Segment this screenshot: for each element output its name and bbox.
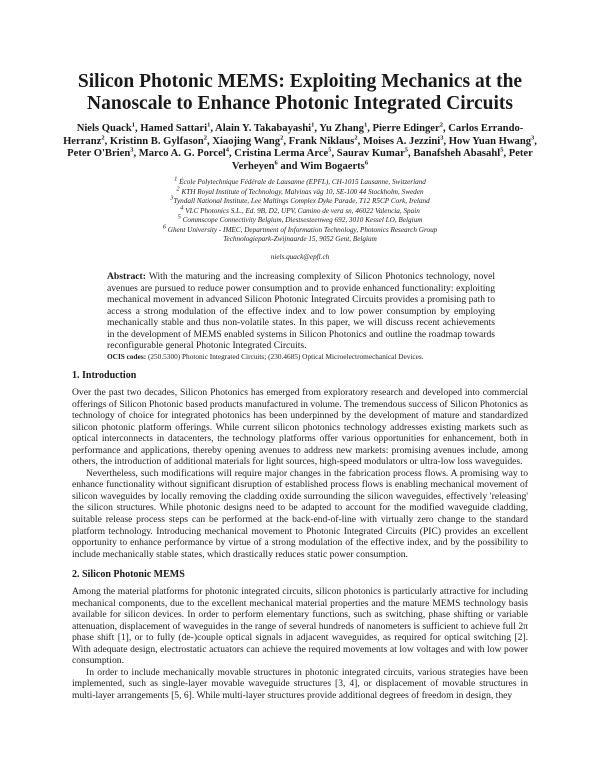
paper-title (60, 71, 540, 115)
author-affil-sup: 4 (225, 146, 229, 154)
affiliation-sup: 3 (170, 194, 174, 202)
author-name: Carlos Errando- (448, 123, 524, 134)
author-affil-sup: 5 (404, 146, 409, 154)
paragraph: Nevertheless, such modifications will require major changes in the fabrication process flows. A promising way to enhance functionality without significant disruption of established process flows is enabling mechanical movement of silicon waveguides by locally removing the cladding oxide surrounding the silicon waveguides, effectively 'releasing' the silicon structures. While photonic designs need to be adapted to account for the modified waveguide cladding, suitable release process steps can be performed at the back-end-of-line with virtually zero change to the standard platform technology. Introducing mechanical movement to Photonic Integrated Circuits (PIC) provides an excellent opportunity to enhance performance by virtue of a strong modulation of the effective index, and by the possibility to include mechanically stable states, which drastically reduces static power consumption. (72, 467, 528, 560)
author-name: Kristinn B. Gylfason (109, 135, 204, 147)
author-conjunction: and (280, 160, 298, 172)
author-line: Peter O'Brien$^3$, Marco A. G. Porcel$^4$, Cristina Lerma Arce$^5$, Saurav Kumar$^5$, Banafsheh Abasahl$^5$, Peter (67, 146, 533, 160)
abstract-text: With the maturing and the increasing complexity of Silicon Photonics technology, novel avenues are pursued to reduce power consumption and to provide enhanced functionality: exploiting mechanical movement in advanced Silicon Photonic Integrated Circuits provides a promising path to access a strong modulation of the effective index and to low power consumption by employing mechanically stable and thus non-volatile states. In this paper, we will discuss recent achievements in the development of MEMS enabled systems in Silicon Photonics and outline the roadmap towards reconfigurable general Photonic Integrated Circuits. (107, 271, 496, 352)
affiliation-line (80, 235, 520, 245)
author-affil-sup: 3 (440, 134, 444, 142)
author-name: Verheyen (231, 160, 275, 172)
section-heading-silicon-photonic-mems: 2. Silicon Photonic MEMS (72, 569, 185, 580)
affiliation-text: Technologiepark-Zwijnaarde 15, 9052 Gent, Belgium (223, 235, 377, 243)
affiliation-text: Commscope Connectivity Belgium, Diestsesteenweg 692, 3010 Kessel LO, Belgium (182, 216, 423, 224)
affiliation-sup: 1 (174, 175, 178, 183)
affiliation-line (80, 223, 520, 236)
author-list (62, 123, 538, 173)
affiliation-line (80, 175, 520, 188)
affiliation-line (80, 194, 520, 207)
affiliation-text: Tyndall National Institute, Lee Maltings Complex Dyke Parade, T12 R5CP Cork, Ireland (173, 197, 430, 205)
affiliation-sup: 5 (177, 213, 181, 221)
paragraph: In order to include mechanically movable structures in photonic integrated circuits, various strategies have been implemented, such as single-layer movable waveguide structures [3, 4], or displacement of movable structures in multi-layer arrangements [5, 6]. While multi-layer structures provide additional degrees of freedom in design, they (72, 666, 528, 701)
affiliation-sup: 2 (176, 185, 180, 193)
author-affil-sup: 3 (130, 146, 134, 154)
author-affil-sup: 1 (207, 121, 211, 129)
author-affil-sup: 1 (311, 121, 315, 129)
affiliation-text: KTH Royal Institute of Technology, Malvinas väg 10, SE-100 44 Stockholm, Sweden (181, 187, 424, 196)
author-name: Peter O'Brien (67, 148, 131, 160)
author-name: Hamed Sattari (140, 123, 208, 134)
author-name: Marco A. G. Porcel (138, 148, 226, 160)
author-affil-sup: 1 (131, 121, 135, 129)
ocis-codes (107, 352, 495, 362)
ocis-text: (250.5300) Photonic Integrated Circuits; (230.4685) Optical Microelectromechanical Devices. (147, 351, 424, 361)
author-name: Moises A. Jezzini (362, 135, 441, 147)
author-affil-sup: 6 (274, 159, 278, 167)
author-name: Herranz (63, 135, 102, 147)
abstract-block (107, 271, 495, 362)
author-affil-sup: 2 (203, 134, 207, 142)
author-name: Pierre Edinger (372, 123, 440, 134)
affiliation-line (80, 204, 520, 217)
ocis-label: OCIS codes: (107, 351, 147, 361)
section-heading-introduction: 1. Introduction (72, 370, 137, 381)
affiliation-line (80, 213, 520, 226)
author-name: Xiaojing Wang (212, 135, 281, 147)
author-name: Niels Quack (76, 123, 132, 134)
author-name: Cristina Lerma Arce (234, 148, 329, 160)
author-line: Herranz$^2$, Kristinn B. Gylfason$^2$, Xiaojing Wang$^2$, Frank Niklaus$^2$, Moises A. Jezzini$^3$, How Yuan Hwang$^3$, (63, 134, 537, 147)
author-name: Banafsheh Abasahl (413, 148, 501, 160)
author-affil-sup: 1 (363, 121, 368, 129)
author-affil-sup: 3 (531, 134, 535, 142)
title-line-1: Silicon Photonic MEMS: Exploiting Mechanics at the (77, 71, 523, 92)
author-affil-sup: 6 (364, 159, 369, 167)
author-affil-sup: 2 (101, 134, 105, 142)
author-name: Wim Bogaerts (299, 160, 365, 172)
introduction-body (72, 387, 528, 560)
author-name: Peter (508, 148, 533, 160)
affiliation-list (80, 175, 520, 262)
affiliation-text: École Polytechnique Fédérale de Lausanne (EPFL), CH-1015 Lausanne, Switzerland (179, 178, 426, 186)
affiliation-text: Ghent University - IMEC, Department of Information Technology, Photonics Research Group (167, 225, 438, 234)
affiliation-line (80, 185, 520, 198)
author-affil-sup: 2 (280, 134, 284, 142)
author-name: How Yuan Hwang (448, 135, 532, 147)
author-name: Saurav Kumar (336, 148, 405, 160)
corresponding-email[interactable]: niels.quack@epfl.ch (270, 252, 330, 261)
paragraph: Among the material platforms for photonic integrated circuits, silicon photonics is particularly attractive for including mechanical components, due to the excellent mechanical material properties and the mature MEMS technology basis available for silicon devices. In order to perform elementary functions, such as switching, phase shifting or variable attenuation, displacement of waveguides in the range of several hundreds of nanometers is sufficient to achieve full 2π phase shift [1], or to fully (de-)couple optical signals in adjacent waveguides, as required for optical switching [2]. With adequate design, electrostatic actuators can achieve the required movements at low voltages and with low power consumption. (72, 586, 528, 667)
author-name: Yu Zhang (319, 123, 364, 134)
mems-section-body (72, 586, 528, 701)
abstract-label: Abstract: (107, 271, 146, 282)
author-name: Frank Niklaus (288, 135, 355, 147)
title-line-2: Nanoscale to Enhance Photonic Integrated Circuits (87, 93, 513, 114)
paragraph: Over the past two decades, Silicon Photonics has emerged from exploratory research and developed into commercial offerings of Silicon Photonic based products manufactured in volume. The tremendous success of Silicon Photonics as technology of choice for integrated photonics has been underpinned by the development of mature and standardized silicon photonic platform offerings. While current silicon photonics technology addresses existing markets such as optical interconnects in datacenters, the technology platforms offer various opportunities for enhancement, both in performance and applications, thereby opening avenues to address new markets: promising avenues include, among others, the introduction of additional materials for light sources, high-speed modulators or ultra-low loss waveguides. (72, 387, 528, 468)
affiliation-sup: 4 (180, 204, 184, 212)
author-affil-sup: 5 (500, 146, 504, 154)
affiliation-text: VLC Photonics S.L., Ed. 9B, D2, UPV, Camino de vera sn, 46022 Valencia, Spain (185, 206, 420, 215)
affiliation-sup: 6 (162, 223, 166, 231)
author-line (62, 161, 538, 174)
author-affil-sup: 2 (354, 134, 358, 142)
author-affil-sup: 5 (328, 146, 332, 154)
author-affil-sup: 2 (439, 121, 443, 129)
author-name: Alain Y. Takabayashi (215, 123, 312, 134)
author-line: Niels Quack$^1$, Hamed Sattari$^1$, Alain Y. Takabayashi$^1$, Yu Zhang$^1$, Pierre Edinger$^2$, Carlos Errando- (76, 121, 524, 134)
